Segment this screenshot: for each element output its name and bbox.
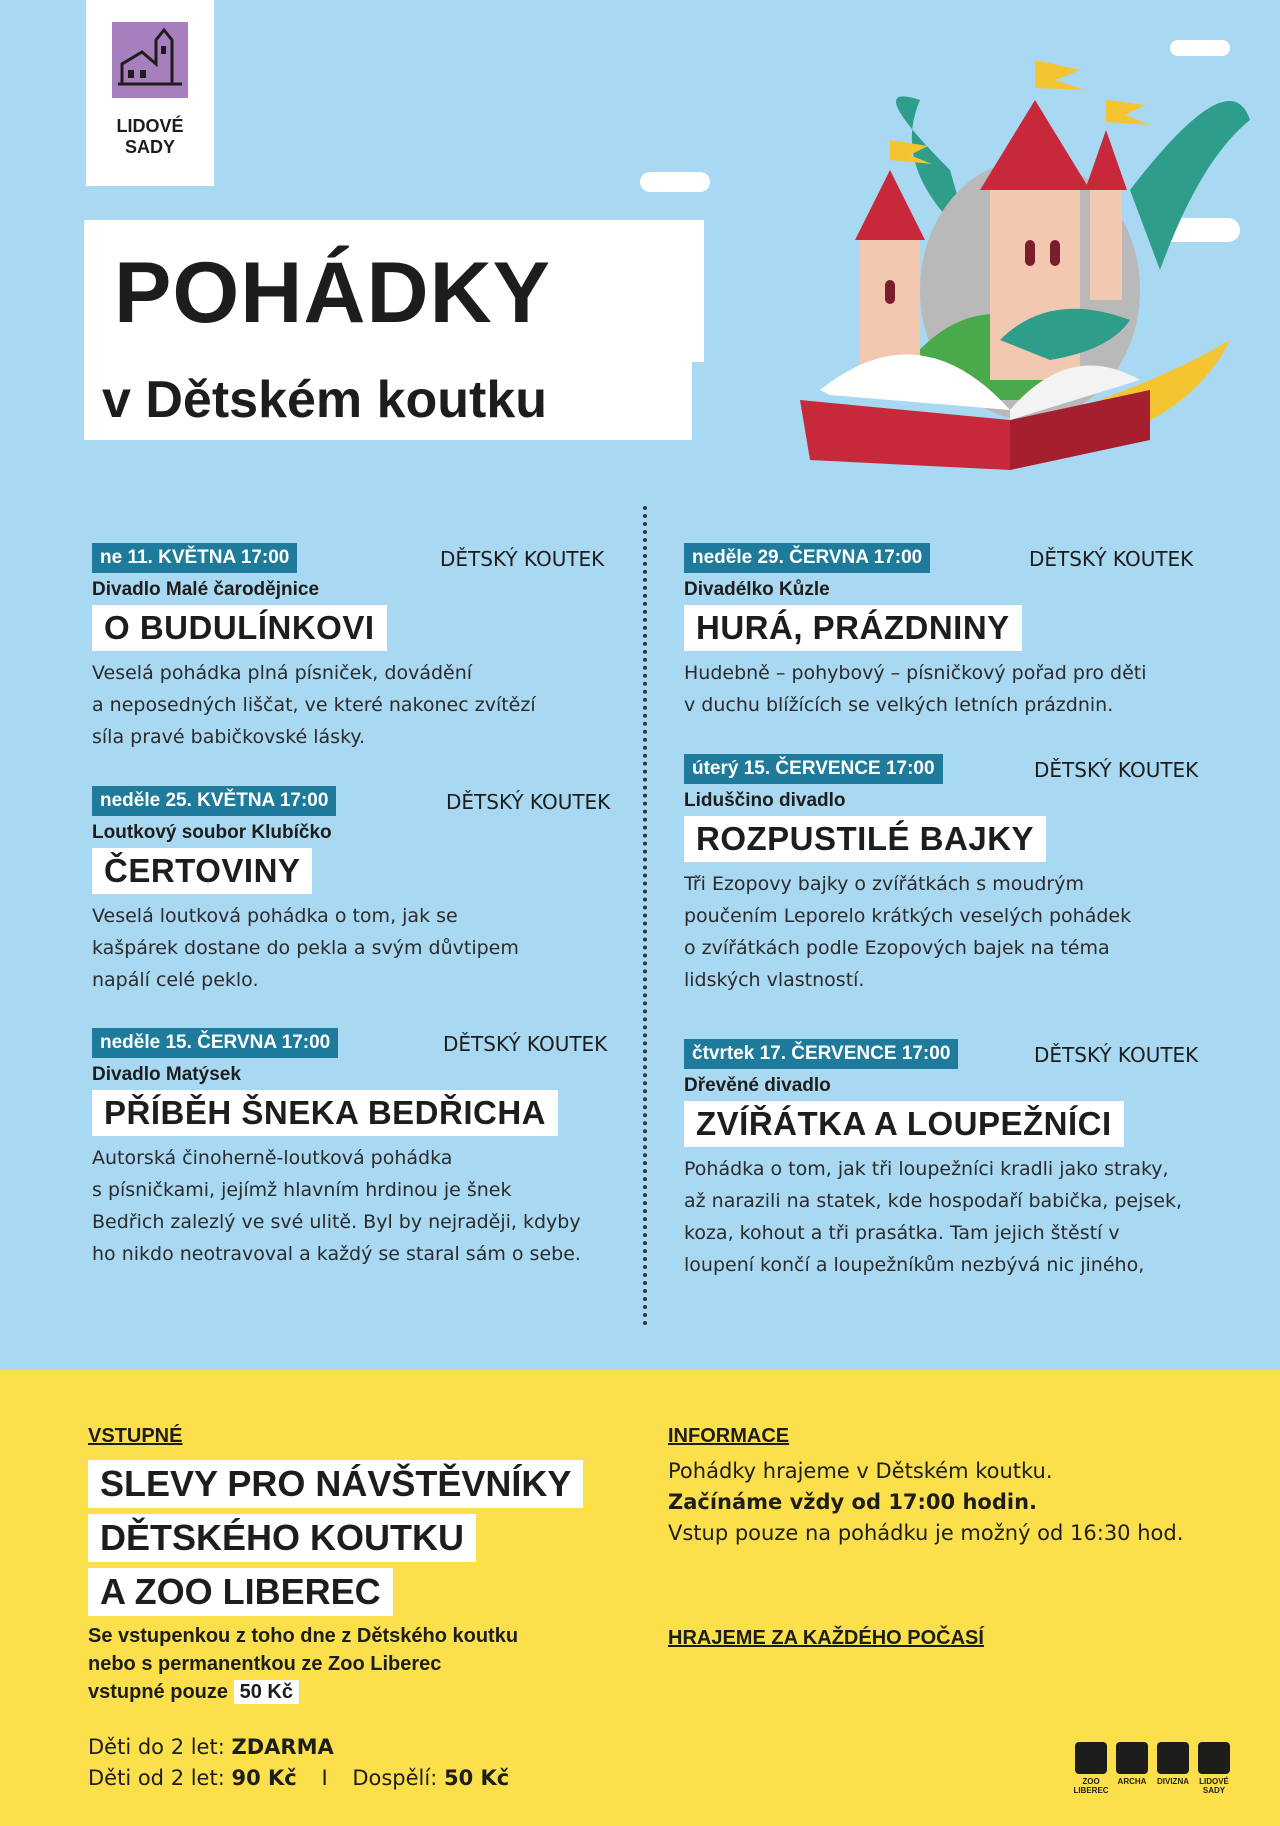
info-line: Pohádky hrajeme v Dětském koutku. [668, 1459, 1053, 1483]
event-description-line: kašpárek dostane do pekla a svým důvtipem [92, 937, 519, 959]
archa-icon [1116, 1742, 1148, 1774]
event-description-line: napálí celé peklo. [92, 969, 259, 991]
event-description-line: a neposedných liščat, ve které nakonec zvítězí [92, 694, 536, 716]
event-troupe: Liduščino divadlo [684, 790, 846, 811]
event-date: neděle 29. ČERVNA 17:00 [684, 543, 930, 573]
event-venue: DĚTSKÝ KOUTEK [1034, 758, 1199, 782]
event-date: ne 11. KVĚTNA 17:00 [92, 543, 297, 573]
partner-name: ARCHA [1117, 1777, 1147, 1786]
price-value: 90 Kč [231, 1766, 297, 1790]
event-description-line: Hudebně – pohybový – písničkový pořad pro děti [684, 662, 1147, 684]
event-description [684, 1153, 1264, 1281]
event-show-title: ZVÍŘÁTKA A LOUPEŽNÍCI [684, 1101, 1124, 1147]
event-date: úterý 15. ČERVENCE 17:00 [684, 754, 943, 784]
logo-text [86, 116, 214, 158]
admission-note-line: vstupné pouze [88, 1681, 229, 1703]
event-show-title: PŘÍBĚH ŠNEKA BEDŘICHA [92, 1090, 558, 1136]
event-description [92, 1142, 652, 1270]
event-description-line: až narazili na statek, kde hospodaří babička, pejsek, [684, 1190, 1182, 1212]
zoo-icon [1075, 1742, 1107, 1774]
event-show-title: ROZPUSTILÉ BAJKY [684, 816, 1046, 862]
discount-price: 50 Kč [234, 1680, 299, 1704]
event-description-line: loupení končí a loupežníkům nezbývá nic jiného, [684, 1254, 1145, 1276]
lidove-sady-logo [86, 0, 214, 186]
title-box [84, 220, 704, 362]
info-line: Vstup pouze na pohádku je možný od 16:30 hod. [668, 1521, 1184, 1545]
price-label: Děti do 2 let: [88, 1735, 225, 1759]
castle-logo-icon [112, 22, 188, 98]
page-title: POHÁDKY [114, 245, 552, 341]
event-description-line: Veselá loutková pohádka o tom, jak se [92, 905, 458, 927]
event-description [92, 900, 652, 996]
event-card [92, 786, 652, 996]
event-show-title: O BUDULÍNKOVI [92, 605, 387, 651]
event-description-line: Pohádka o tom, jak tři loupežníci kradli jako straky, [684, 1158, 1169, 1180]
cloud-decoration [640, 172, 710, 192]
event-troupe: Divadlo Malé čarodějnice [92, 579, 320, 600]
price-separator: I [321, 1766, 328, 1790]
price-label: Dospělí: [352, 1766, 438, 1790]
event-date: čtvrtek 17. ČERVENCE 17:00 [684, 1039, 958, 1069]
admission-headline [88, 1460, 648, 1622]
partner-logo-zoo [1068, 1742, 1114, 1795]
admission-note [88, 1622, 648, 1706]
partner-name: DIVIZNA [1157, 1777, 1189, 1786]
price-label: Děti od 2 let: [88, 1766, 225, 1790]
event-troupe: Loutkový soubor Klubíčko [92, 822, 332, 843]
partner-logo-archa [1109, 1742, 1155, 1786]
event-show-title: ČERTOVINY [92, 848, 312, 894]
admission-headline-line: SLEVY PRO NÁVŠTĚVNÍKY [88, 1460, 583, 1508]
event-description-line: ho nikdo neotravoval a každý se staral sám o sebe. [92, 1243, 581, 1265]
event-description-line: Veselá pohádka plná písniček, dovádění [92, 662, 473, 684]
event-venue: DĚTSKÝ KOUTEK [440, 547, 605, 571]
admission-note-line: nebo s permanentkou ze Zoo Liberec [88, 1653, 442, 1675]
event-description-line: Tři Ezopovy bajky o zvířátkách s moudrým [684, 873, 1084, 895]
event-description-line: koza, kohout a tři prasátka. Tam jejich štěstí v [684, 1222, 1120, 1244]
event-venue: DĚTSKÝ KOUTEK [1029, 547, 1194, 571]
castle-icon [1198, 1742, 1230, 1774]
event-description [684, 868, 1264, 996]
partner-name: ZOO [1082, 1777, 1100, 1786]
logo-text-line-1: LIDOVÉ [116, 116, 184, 136]
event-description [92, 657, 652, 753]
event-venue: DĚTSKÝ KOUTEK [446, 790, 611, 814]
partner-sub: LIBEREC [1073, 1786, 1109, 1795]
event-troupe: Dřevěné divadlo [684, 1075, 831, 1096]
event-description-line: poučením Leporelo krátkých veselých pohádek [684, 905, 1132, 927]
event-venue: DĚTSKÝ KOUTEK [443, 1032, 608, 1056]
page-subtitle: v Dětském koutku [102, 371, 548, 429]
partner-sub: SADY [1202, 1786, 1226, 1795]
event-show-title: HURÁ, PRÁZDNINY [684, 605, 1022, 651]
admission-headline-line: DĚTSKÉHO KOUTKU [88, 1514, 476, 1562]
event-description-line: Autorská činoherně-loutková pohádka [92, 1147, 453, 1169]
partner-logo-lidove-sady [1191, 1742, 1237, 1795]
info-section [668, 1425, 1258, 1650]
event-troupe: Divadélko Kůzle [684, 579, 830, 600]
event-card [684, 1039, 1264, 1281]
event-description-line: Bedřich zalezlý ve své ulitě. Byl by nejraději, kdyby [92, 1211, 581, 1233]
event-card [92, 543, 652, 753]
admission-section [88, 1425, 648, 1794]
castle-dragon-book-illustration [800, 40, 1250, 480]
weather-note: HRAJEME ZA KAŽDÉHO POČASÍ [668, 1627, 984, 1649]
event-troupe: Divadlo Matýsek [92, 1064, 241, 1085]
event-date: neděle 15. ČERVNA 17:00 [92, 1028, 338, 1058]
info-label: INFORMACE [668, 1425, 790, 1447]
info-line-bold: Začínáme vždy od 17:00 hodin. [668, 1490, 1038, 1514]
admission-label: VSTUPNÉ [88, 1425, 183, 1447]
price-value: ZDARMA [231, 1735, 334, 1759]
event-description-line: s písničkami, jejímž hlavním hrdinou je šnek [92, 1179, 512, 1201]
price-value: 50 Kč [443, 1766, 510, 1790]
event-description-line: lidských vlastností. [684, 969, 865, 991]
divizna-icon [1157, 1742, 1189, 1774]
event-description [684, 657, 1264, 721]
event-description-line: v duchu blížících se velkých letních prázdnin. [684, 694, 1114, 716]
logo-text-line-2: SADY [124, 137, 175, 157]
price-list [88, 1732, 648, 1794]
event-card [684, 543, 1264, 721]
event-card [92, 1028, 652, 1270]
event-card [684, 754, 1264, 996]
event-description-line: síla pravé babičkovské lásky. [92, 726, 365, 748]
event-date: neděle 25. KVĚTNA 17:00 [92, 786, 336, 816]
admission-headline-line: A ZOO LIBEREC [88, 1568, 393, 1616]
subtitle-box [84, 362, 692, 440]
event-venue: DĚTSKÝ KOUTEK [1034, 1043, 1199, 1067]
partner-logo-divizna [1150, 1742, 1196, 1786]
admission-note-line: Se vstupenkou z toho dne z Dětského koutku [88, 1625, 519, 1647]
event-description-line: o zvířátkách podle Ezopových bajek na téma [684, 937, 1110, 959]
partner-name: LIDOVÉ [1199, 1777, 1229, 1786]
